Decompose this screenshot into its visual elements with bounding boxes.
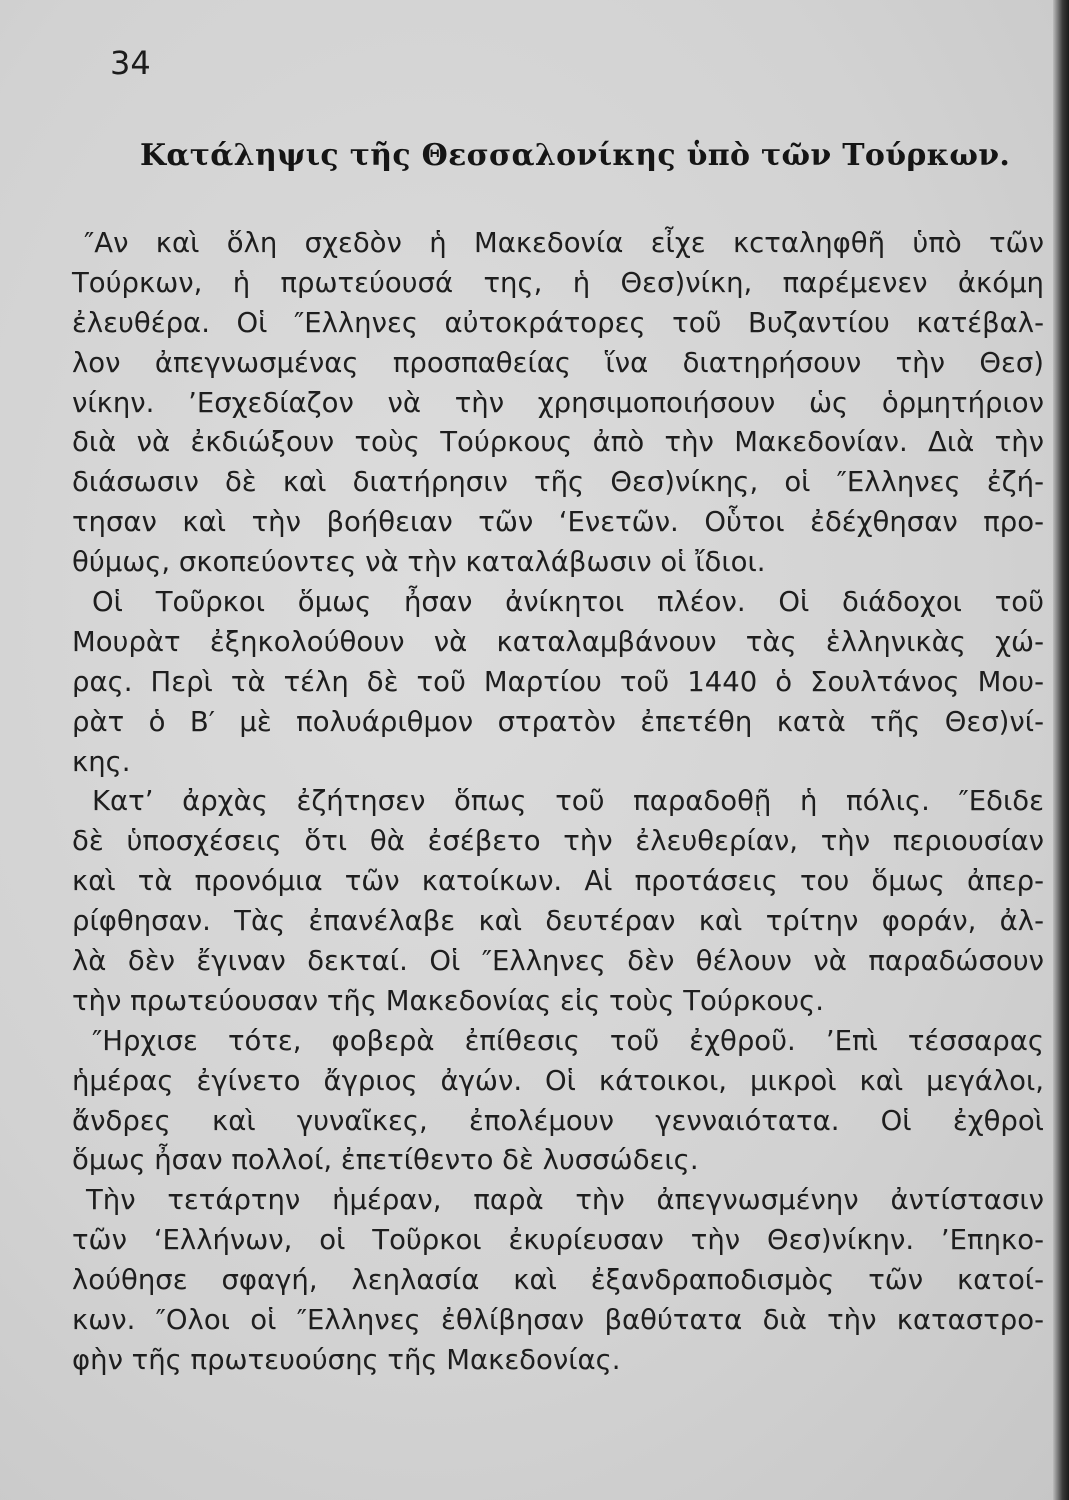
text-line: λούθησε σφαγή, λεηλασία καὶ ἐξανδραποδισμὸς τῶν κατοί-: [72, 1264, 1044, 1297]
text-line: λον ἀπεγνωσμένας προσπαθείας ἵνα διατηρήσουν τὴν Θεσ): [72, 346, 1044, 379]
text-line: ὅμως ἦσαν πολλοί, ἐπετίθεντο δὲ λυσσώδεις.: [72, 1144, 699, 1177]
text-line: ″Αν καὶ ὅλη σχεδὸν ἡ Μακεδονία εἶχε κcταληφθῆ ὑπὸ τῶν: [84, 227, 1044, 259]
text-line: θύμως, σκοπεύοντες νὰ τὴν καταλάβωσιν οἱ ἴδιοι.: [72, 546, 766, 579]
text-line: ἐλευθέρα. Οἱ ″Ελληνες αὐτοκράτορες τοῦ Βυζαντίου κατέβαλ-: [72, 306, 1044, 339]
text-line: τησαν καὶ τὴν βοήθειαν τῶν ‘Ενετῶν. Οὗτοι ἐδέχθησαν προ-: [72, 506, 1044, 539]
text-line: Μουρὰτ ἐξηκολούθουν νὰ καταλαμβάνουν τὰς ἑλληνικὰς χώ-: [72, 625, 1044, 658]
text-line: Κατ’ ἀρχὰς ἐζήτησεν ὅπως τοῦ παραδοθῇ ἡ πόλις. ″Εδιδε: [92, 785, 1044, 818]
text-line: διάσωσιν δὲ καὶ διατήρησιν τῆς Θεσ)νίκης, οἱ ″Ελληνες ἐζή-: [72, 466, 1044, 499]
text-line: τῶν ‘Ελλήνων, οἱ Τοῦρκοι ἐκυρίευσαν τὴν Θεσ)νίκην. ’Επηκο-: [72, 1224, 1044, 1257]
chapter-title: Κατάληψις τῆς Θεσσαλονίκης ὑπὸ τῶν Τούρκων.: [140, 138, 1011, 173]
text-line: ″Ηρχισε τότε, φοβερὰ ἐπίθεσις τοῦ ἐχθροῦ. ’Επὶ τέσσαρας: [92, 1024, 1044, 1057]
text-line: φὴν τῆς πρωτευούσης τῆς Μακεδονίας.: [72, 1343, 621, 1376]
text-line: λὰ δὲν ἔγιναν δεκταί. Οἱ ″Ελληνες δὲν θέλουν νὰ παραδώσουν: [72, 945, 1044, 978]
text-line: κης.: [72, 745, 131, 778]
text-line: ρας. Περὶ τὰ τέλη δὲ τοῦ Μαρτίου τοῦ 1440 ὁ Σουλτάνος Μου-: [72, 665, 1044, 698]
text-line: Οἱ Τοῦρκοι ὅμως ἦσαν ἀνίκητοι πλέον. Οἱ διάδοχοι τοῦ: [92, 586, 1044, 619]
text-line: ἄνδρες καὶ γυναῖκες, ἐπολέμουν γενναιότατα. Οἱ ἐχθροὶ: [72, 1104, 1044, 1137]
text-line: ρίφθησαν. Τὰς ἐπανέλαβε καὶ δευτέραν καὶ τρίτην φοράν, ἀλ-: [72, 905, 1044, 938]
page-number: 34: [110, 44, 151, 82]
text-line: καὶ τὰ προνόμια τῶν κατοίκων. Αἱ προτάσεις του ὅμως ἀπερ-: [72, 865, 1044, 898]
text-line: κων. ″Ολοι οἱ ″Ελληνες ἐθλίβησαν βαθύτατα διὰ τὴν καταστρο-: [72, 1304, 1044, 1337]
page-edge-shadow: [1053, 0, 1069, 1500]
text-line: νίκην. ’Εσχεδίαζον νὰ τὴν χρησιμοποιήσουν ὡς ὁρμητήριον: [72, 386, 1044, 419]
text-line: δὲ ὑποσχέσεις ὅτι θὰ ἐσέβετο τὴν ἐλευθερίαν, τὴν περιουσίαν: [72, 825, 1044, 858]
text-line: ρὰτ ὁ Β′ μὲ πολυάριθμον στρατὸν ἐπετέθη κατὰ τῆς Θεσ)νί-: [72, 705, 1044, 738]
text-line: Τὴν τετάρτην ἡμέραν, παρὰ τὴν ἀπεγνωσμένην ἀντίστασιν: [86, 1184, 1044, 1217]
text-line: διὰ νὰ ἐκδιώξουν τοὺς Τούρκους ἀπὸ τὴν Μακεδονίαν. Διὰ τὴν: [72, 426, 1044, 459]
body-text: [72, 224, 1044, 1381]
text-line: ἡμέρας ἐγίνετο ἄγριος ἀγών. Οἱ κάτοικοι, μικροὶ καὶ μεγάλοι,: [72, 1064, 1044, 1097]
text-line: τὴν πρωτεύουσαν τῆς Μακεδονίας εἰς τοὺς Τούρκους.: [72, 984, 825, 1017]
text-line: Τούρκων, ἡ πρωτεύουσά της, ἡ Θεσ)νίκη, παρέμενεν ἀκόμη: [72, 266, 1044, 299]
